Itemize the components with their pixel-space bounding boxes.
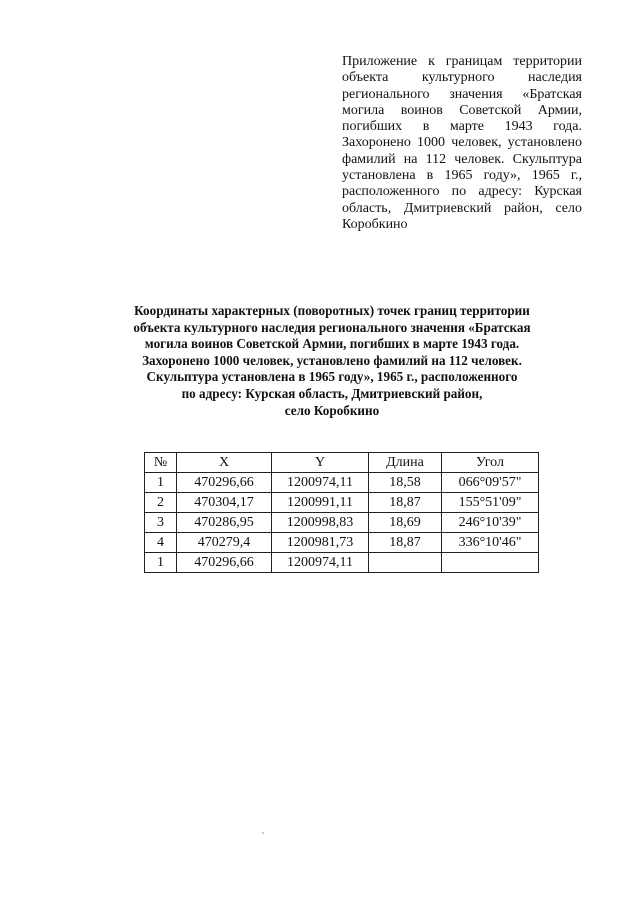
- cell-angle: 336°10'46": [442, 533, 539, 553]
- table-row: [145, 473, 539, 493]
- cell-length: 18,87: [369, 533, 442, 553]
- cell-angle: 066°09'57": [442, 473, 539, 493]
- cell-number: 4: [145, 533, 177, 553]
- title-line: объекта культурного наследия регионального значения «Братская: [133, 320, 531, 336]
- header-angle: Угол: [442, 453, 539, 473]
- cell-length: [369, 553, 442, 573]
- cell-length: 18,69: [369, 513, 442, 533]
- cell-angle: 246°10'39": [442, 513, 539, 533]
- cell-x: 470296,66: [177, 473, 272, 493]
- cell-y: 1200974,11: [272, 473, 369, 493]
- cell-y: 1200974,11: [272, 553, 369, 573]
- table-header-row: [145, 453, 539, 473]
- header-length: Длина: [369, 453, 442, 473]
- cell-y: 1200991,11: [272, 493, 369, 513]
- coordinates-table: [144, 452, 539, 573]
- cell-x: 470304,17: [177, 493, 272, 513]
- title-line: Захоронено 1000 человек, установлено фамилий на 112 человек.: [142, 353, 522, 369]
- table-row: [145, 513, 539, 533]
- title-line: село Коробкино: [284, 403, 380, 419]
- cell-length: 18,58: [369, 473, 442, 493]
- cell-angle: [442, 553, 539, 573]
- title-line: Скульптура установлена в 1965 году», 1965 г., расположенного: [146, 370, 518, 386]
- document-title: [110, 304, 554, 420]
- cell-angle: 155°51'09": [442, 493, 539, 513]
- title-line: Координаты характерных (поворотных) точек границ территории: [134, 304, 530, 319]
- header-number: №: [145, 453, 177, 473]
- table-row: [145, 493, 539, 513]
- cell-y: 1200998,83: [272, 513, 369, 533]
- cell-x: 470286,95: [177, 513, 272, 533]
- cell-number: 1: [145, 553, 177, 573]
- appendix-heading: Приложение к границам территории объекта культурного наследия регионального значения «Братская могила воинов Советской Армии, погибших в марте 1943 года. Захоронено 1000 человек, установлено фамилий на 112 человек. Скульптура установлена в 1965 году», 1965 г., расположенного по адресу: Курская область, Дмитриевский район, село Коробкино: [342, 54, 582, 232]
- scan-speck: [262, 832, 264, 834]
- cell-length: 18,87: [369, 493, 442, 513]
- header-y: Y: [272, 453, 369, 473]
- header-x: X: [177, 453, 272, 473]
- cell-x: 470296,66: [177, 553, 272, 573]
- cell-x: 470279,4: [177, 533, 272, 553]
- cell-y: 1200981,73: [272, 533, 369, 553]
- table-row: [145, 533, 539, 553]
- cell-number: 1: [145, 473, 177, 493]
- table-row: [145, 553, 539, 573]
- cell-number: 3: [145, 513, 177, 533]
- title-line: могила воинов Советской Армии, погибших в марте 1943 года.: [144, 337, 520, 353]
- title-line: по адресу: Курская область, Дмитриевский район,: [181, 386, 483, 402]
- cell-number: 2: [145, 493, 177, 513]
